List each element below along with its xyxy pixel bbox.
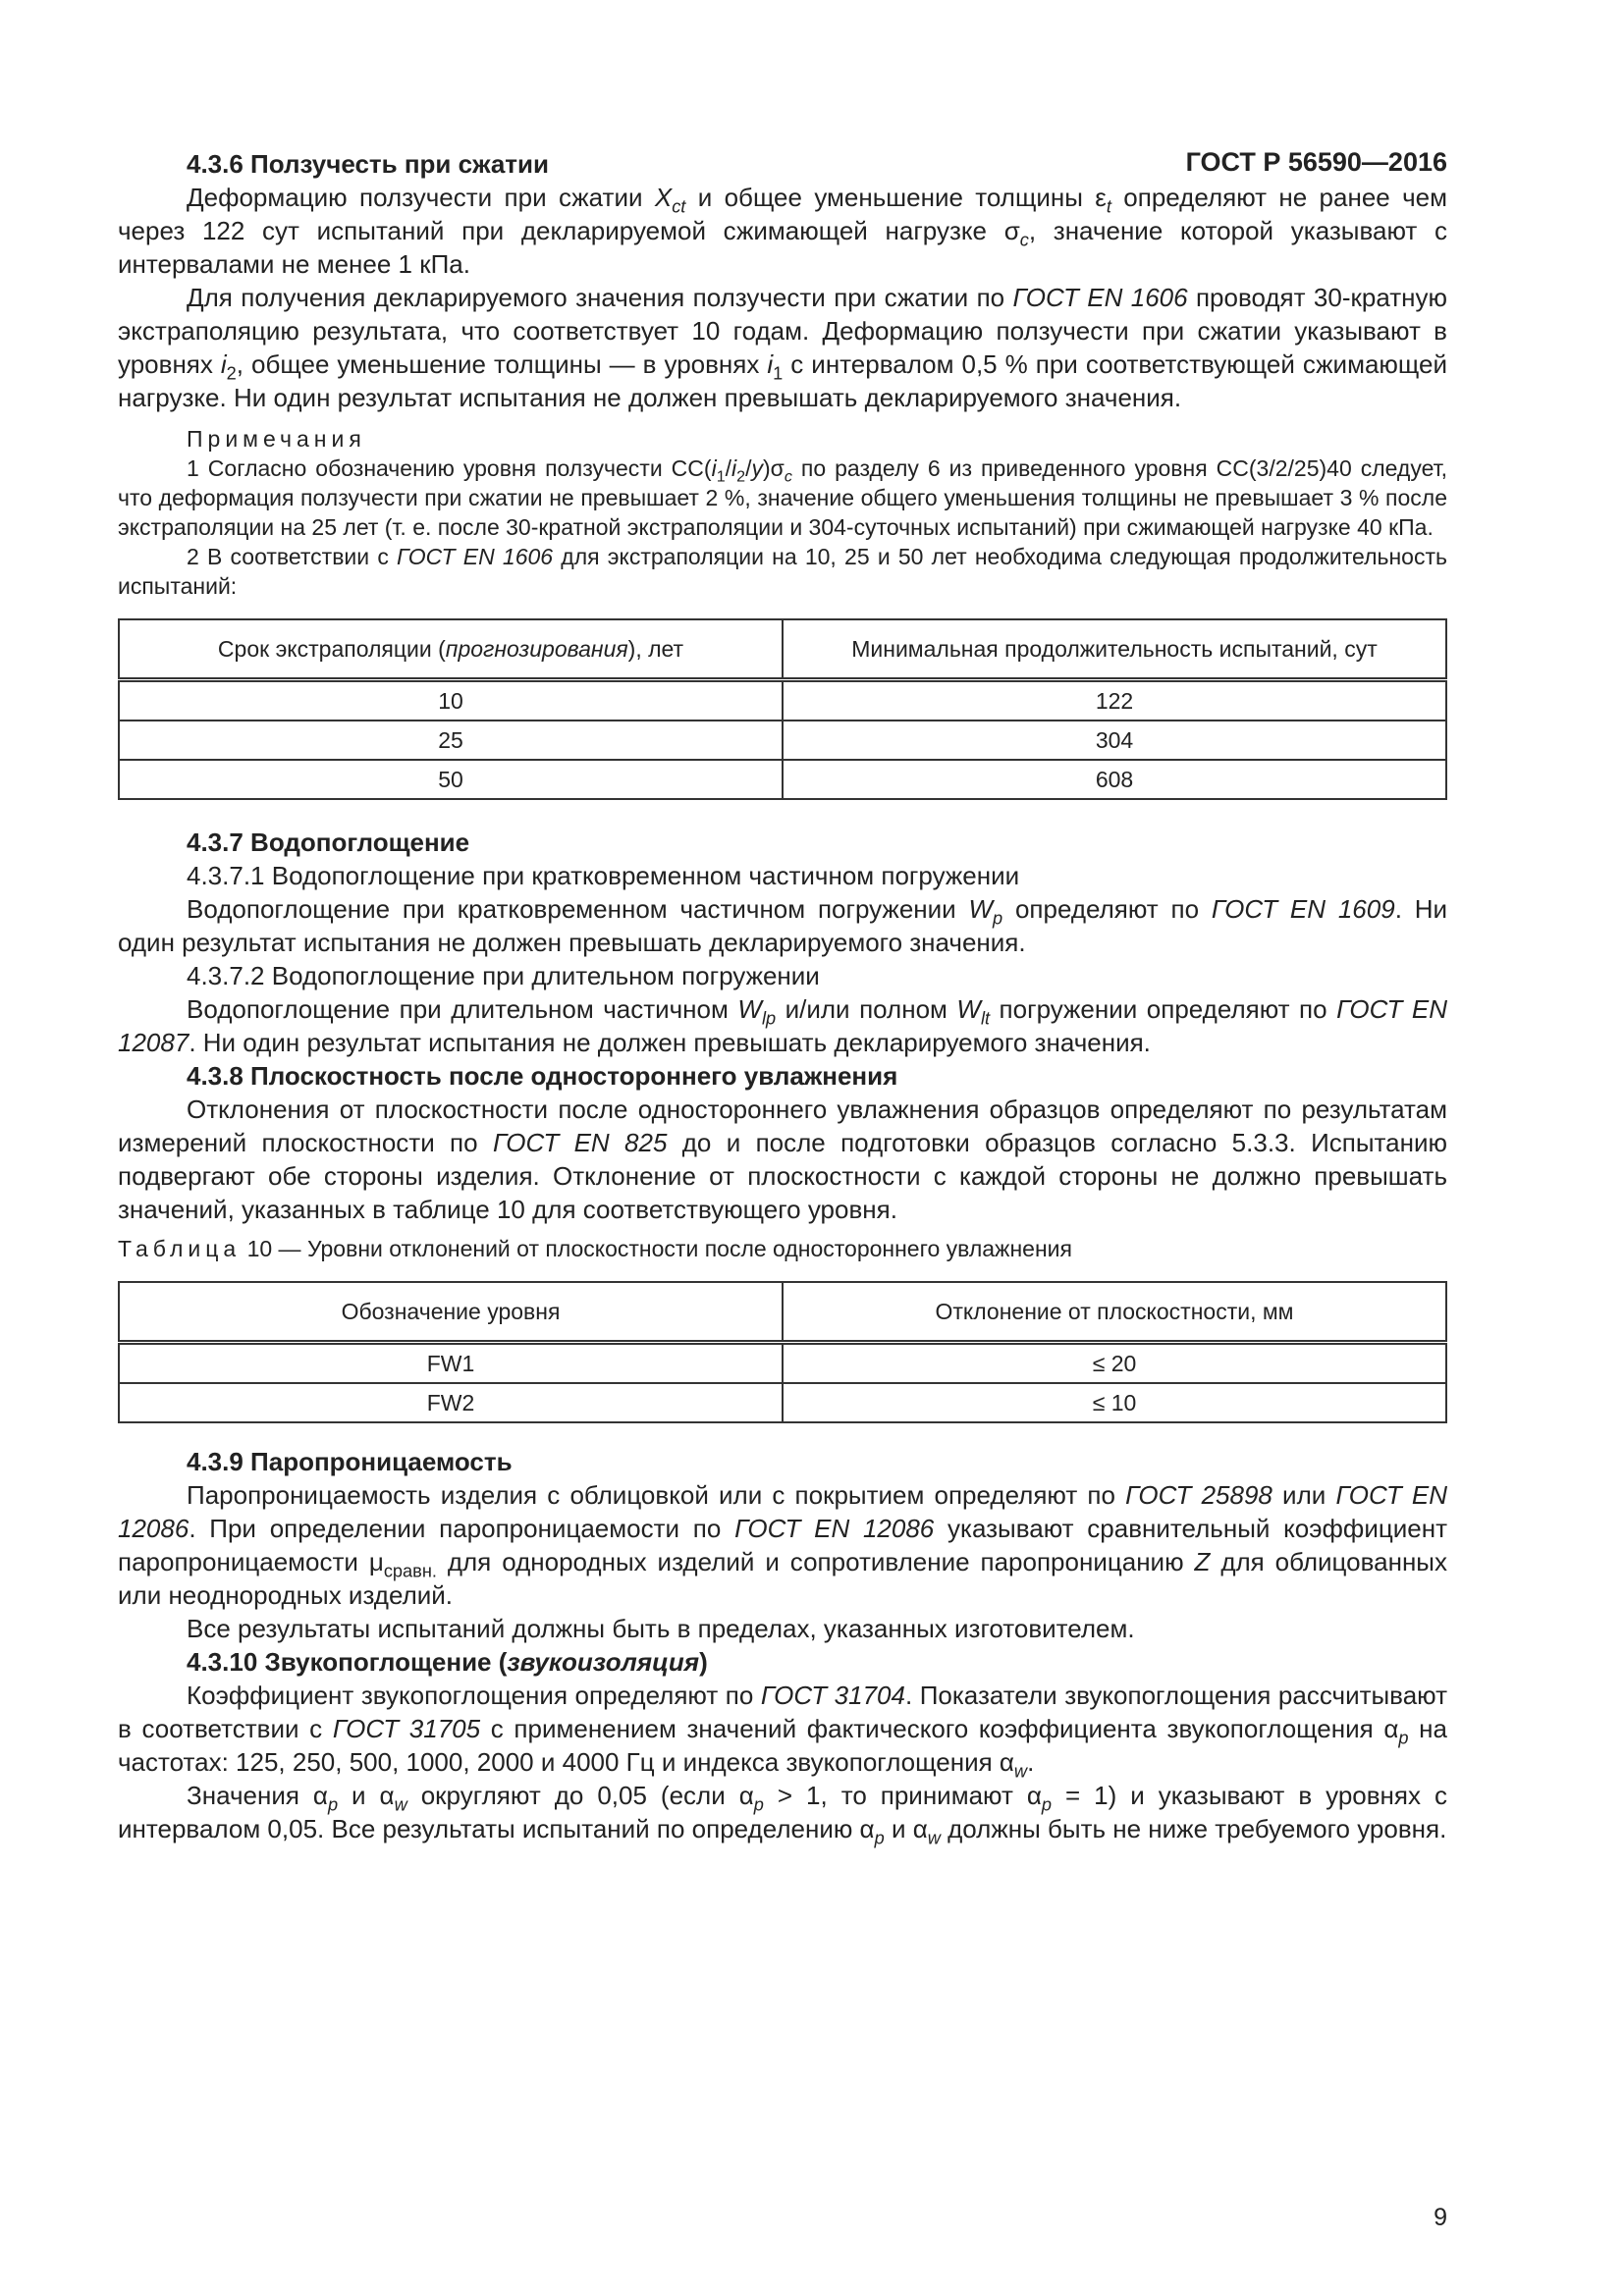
cell-years: 50 — [119, 760, 783, 799]
section-4-3-8-title: 4.3.8 Плоскостность после одностороннего увлажнения — [187, 1061, 898, 1091]
column-header-deviation: Отклонение от плоскостности, мм — [783, 1282, 1446, 1343]
document-header: ГОСТ Р 56590—2016 — [1185, 147, 1447, 177]
section-4-3-10-paragraph-1: Коэффициент звукопоглощения определяют по ГОСТ 31704. Показатели звукопоглощения рассчитывают в соответствии с ГОСТ 31705 с применением значений фактического коэффициента звукопоглощения $\alpha_p$ на частотах: 125, 250, 500, 1000, 2000 и 4000 Гц и индекса звукопоглощения $\alpha_w$. — [118, 1681, 1448, 1782]
flatness-table — [118, 1281, 1447, 1423]
table-row — [119, 680, 1446, 721]
section-4-3-6-title: 4.3.6 Ползучесть при сжатии — [187, 149, 550, 179]
column-header-min-test-duration: Минимальная продолжительность испытаний, сут — [783, 619, 1446, 680]
column-header-extrapolation-period: Срок экстраполяции (прогнозирования), лет — [119, 619, 783, 680]
section-4-3-7-title: 4.3.7 Водопоглощение — [187, 828, 470, 857]
cell-days: 608 — [783, 760, 1446, 799]
extrapolation-table — [118, 618, 1447, 800]
table-row — [119, 1383, 1446, 1422]
subsection-4-3-7-1-title: 4.3.7.1 Водопоглощение при кратковременном частичном погружении — [187, 861, 1020, 890]
table-header-row — [119, 619, 1446, 680]
table-header-row — [119, 1282, 1446, 1343]
cell-deviation: ≤ 20 — [783, 1343, 1446, 1384]
section-4-3-8-text: Отклонения от плоскостности после одностороннего увлажнения образцов определяют по результатам измерений плоскостности по ГОСТ EN 825 до и после подготовки образцов согласно 5.3.3. Испытанию подвергают обе стороны изделия. Отклонение от плоскостности с каждой стороны не должно превышать значений, указанных в таблице 10 для соответствующего уровня. — [118, 1095, 1447, 1224]
section-4-3-9-paragraph-1: Паропроницаемость изделия с облицовкой или с покрытием определяют по ГОСТ 25898 или ГОСТ EN 12086. При определении паропроницаемости по ГОСТ EN 12086 указывают сравнительный коэффициент паропроницаемости $\mu_{сравн.}$ для однородных изделий и сопротивление паропроницанию Z для облицованных или неоднородных изделий. — [118, 1480, 1448, 1610]
cell-years: 25 — [119, 721, 783, 760]
note-1: 1 Согласно обозначению уровня ползучести $CC(i_1/i_2/y)\sigma_c$ по разделу 6 из приведенного уровня CC(3/2/25)40 следует, что деформация ползучести при сжатии не превышает 2 %, значение общего уменьшения толщины не превышает 3 % после экстраполяции на 25 лет (т. е. после 30-кратной экстраполяции и 304-суточных испытаний) при сжимающей нагрузке 40 кПа. — [118, 455, 1447, 540]
section-4-3-6-paragraph-2: Для получения декларируемого значения ползучести при сжатии по ГОСТ EN 1606 проводят 30-кратную экстраполяцию результата, что соответствует 10 годам. Деформацию ползучести при сжатии указывают в уровнях $i_2$, общее уменьшение толщины — в уровнях $i_1$ с интервалом 0,5 % при соответствующей сжимающей нагрузке. Ни один результат испытания не должен превышать декларируемого значения. — [118, 283, 1447, 412]
column-header-level: Обозначение уровня — [119, 1282, 783, 1343]
section-4-3-10-title: 4.3.10 Звукопоглощение (звукоизоляция) — [187, 1647, 708, 1677]
cell-level: FW1 — [119, 1343, 783, 1384]
section-4-3-9-paragraph-2: Все результаты испытаний должны быть в пределах, указанных изготовителем. — [187, 1614, 1135, 1643]
table-row — [119, 721, 1446, 760]
extrapolation-table-container — [118, 618, 1447, 800]
notes-block — [118, 424, 1447, 601]
page-number: 9 — [1434, 2204, 1447, 2231]
table-row — [119, 760, 1446, 799]
subsection-4-3-7-1-text: Водопоглощение при кратковременном частичном погружении $W_p$ определяют по ГОСТ EN 1609. Ни один результат испытания не должен превышать декларируемого значения. — [118, 894, 1448, 957]
note-2: 2 В соответствии с ГОСТ EN 1606 для экстраполяции на 10, 25 и 50 лет необходима следующая продолжительность испытаний: — [118, 544, 1447, 599]
cell-years: 10 — [119, 680, 783, 721]
subsection-4-3-7-2-text: Водопоглощение при длительном частичном $W_{lp}$ и/или полном $W_{lt}$ погружении определяют по ГОСТ EN 12087. Ни один результат испытания не должен превышать декларируемого значения. — [118, 994, 1448, 1057]
subsection-4-3-7-2-title: 4.3.7.2 Водопоглощение при длительном погружении — [187, 961, 820, 990]
cell-days: 122 — [783, 680, 1446, 721]
page-body — [118, 147, 1448, 1848]
section-4-3-6-paragraph-1: Деформацию ползучести при сжатии $X_{ct}$ и общее уменьшение толщины $\varepsilon_t$ определяют не ранее чем через 122 сут испытаний при декларируемой сжимающей нагрузке $\sigma_c$, значение которой указывают с интервалами не менее 1 кПа. — [118, 183, 1447, 279]
table-10-caption: Таблица 10 — Уровни отклонений от плоскостности после одностороннего увлажнения — [118, 1236, 1072, 1261]
flatness-table-container — [118, 1281, 1447, 1423]
cell-deviation: ≤ 10 — [783, 1383, 1446, 1422]
cell-level: FW2 — [119, 1383, 783, 1422]
notes-title: Примечания — [187, 426, 366, 452]
section-4-3-10-paragraph-2: Значения $\alpha_p$ и $\alpha_w$ округляют до 0,05 (если $\alpha_p > 1$, то принимают $\alpha_p = 1$) и указывают в уровнях с интервалом 0,05. Все результаты испытаний по определению $\alpha_p$ и $\alpha_w$ должны быть не ниже требуемого уровня. — [118, 1781, 1447, 1848]
cell-days: 304 — [783, 721, 1446, 760]
table-row — [119, 1343, 1446, 1384]
section-4-3-9-title: 4.3.9 Паропроницаемость — [187, 1447, 513, 1476]
